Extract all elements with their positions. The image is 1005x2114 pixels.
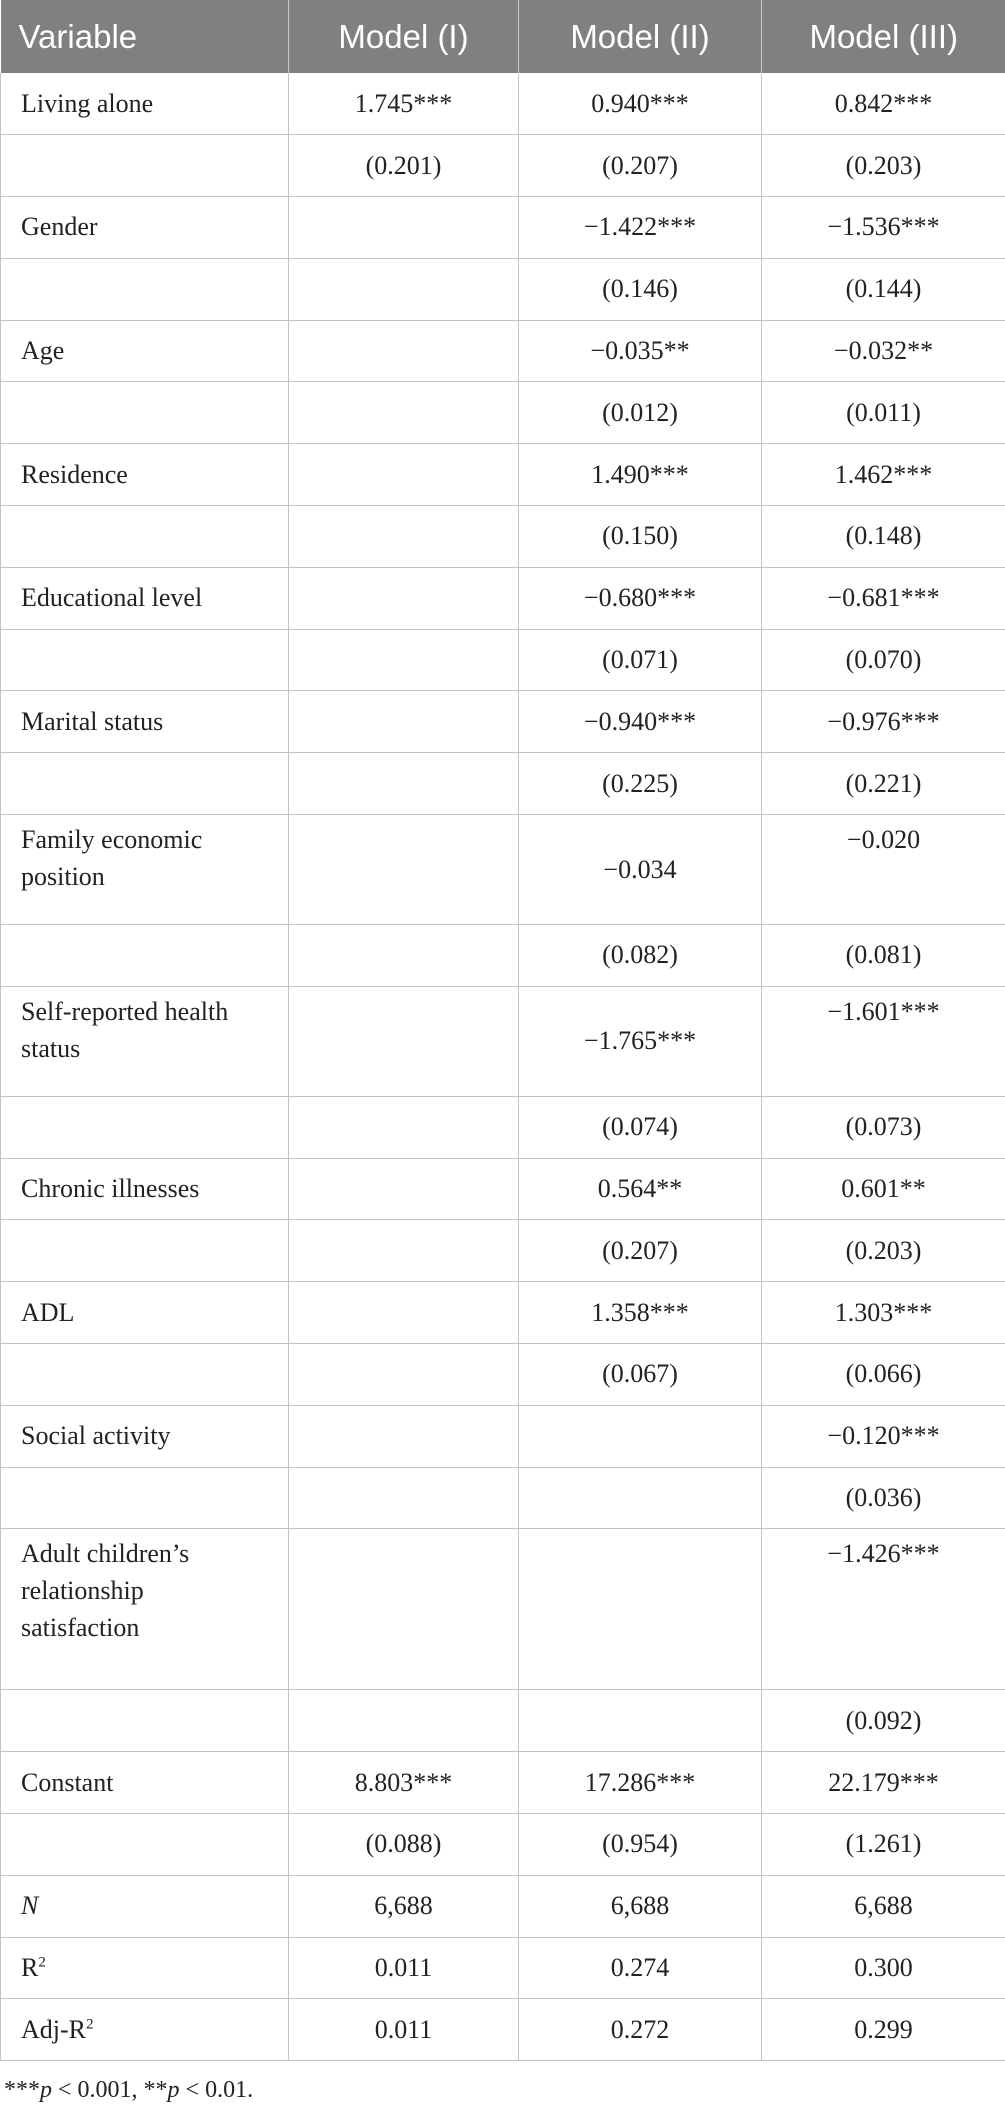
model-1-cell: 1.745***	[289, 73, 519, 135]
variable-cell	[1, 1096, 289, 1158]
table-row	[1, 691, 1005, 753]
variable-cell	[1, 135, 289, 197]
footnote-stars-2: **	[143, 2077, 168, 2104]
model-2-cell: (0.225)	[519, 753, 762, 815]
variable-label: Marital status	[21, 706, 164, 736]
table-row	[1, 135, 1005, 197]
model-2-cell: (0.082)	[519, 925, 762, 987]
variable-cell	[1, 73, 289, 135]
model-3-cell: (0.036)	[762, 1467, 1005, 1529]
header-row	[1, 0, 1005, 73]
model-1-cell	[289, 197, 519, 259]
variable-cell	[1, 753, 289, 815]
table-row	[1, 1467, 1005, 1529]
variable-label: Gender	[21, 212, 98, 242]
model-2-cell: 0.564**	[519, 1158, 762, 1220]
model-1-cell	[289, 1220, 519, 1282]
variable-cell	[1, 567, 289, 629]
variable-label: Adj-R	[21, 2014, 86, 2044]
table-row	[1, 1282, 1005, 1344]
model-3-cell: (0.081)	[762, 925, 1005, 987]
table-row	[1, 753, 1005, 815]
variable-cell	[1, 197, 289, 259]
variable-cell	[1, 1690, 289, 1752]
model-1-cell	[289, 691, 519, 753]
model-2-cell: (0.150)	[519, 506, 762, 568]
model-2-cell: −0.035**	[519, 320, 762, 382]
table-row	[1, 1999, 1005, 2061]
variable-cell	[1, 444, 289, 506]
model-3-cell: (0.011)	[762, 382, 1005, 444]
model-2-cell	[519, 1690, 762, 1752]
table-row	[1, 815, 1005, 925]
model-1-cell	[289, 567, 519, 629]
model-2-cell: (0.954)	[519, 1814, 762, 1876]
variable-superscript: 2	[38, 1954, 46, 1971]
variable-cell	[1, 1282, 289, 1344]
model-2-cell: 6,688	[519, 1875, 762, 1937]
table-row	[1, 1096, 1005, 1158]
model-3-cell: (0.066)	[762, 1344, 1005, 1406]
model-1-cell: (0.201)	[289, 135, 519, 197]
footnote-p-2: p	[167, 2077, 180, 2104]
model-1-cell	[289, 506, 519, 568]
model-1-cell	[289, 1096, 519, 1158]
table-row	[1, 73, 1005, 135]
table-row	[1, 1814, 1005, 1876]
model-2-cell: (0.071)	[519, 629, 762, 691]
variable-cell	[1, 1344, 289, 1406]
model-1-cell: 0.011	[289, 1999, 519, 2061]
footnote-p-1: p	[40, 2077, 52, 2104]
table-row	[1, 986, 1005, 1096]
table-row	[1, 382, 1005, 444]
model-2-cell: (0.207)	[519, 135, 762, 197]
variable-label: Self-reported health status	[21, 996, 229, 1063]
model-3-cell: 1.303***	[762, 1282, 1005, 1344]
table-row	[1, 320, 1005, 382]
table-row	[1, 1158, 1005, 1220]
table-row	[1, 506, 1005, 568]
variable-cell	[1, 1875, 289, 1937]
table-row	[1, 197, 1005, 259]
model-1-cell: 6,688	[289, 1875, 519, 1937]
variable-cell	[1, 1752, 289, 1814]
variable-cell	[1, 815, 289, 925]
table-row	[1, 1752, 1005, 1814]
table-row	[1, 1405, 1005, 1467]
model-1-cell: 0.011	[289, 1937, 519, 1999]
model-1-cell	[289, 1405, 519, 1467]
model-1-cell	[289, 1344, 519, 1406]
model-2-cell: 0.940***	[519, 73, 762, 135]
significance-footnote	[0, 2061, 1005, 2104]
model-2-cell: 1.358***	[519, 1282, 762, 1344]
footnote-threshold-2: < 0.01.	[179, 2077, 254, 2104]
model-2-cell	[519, 1405, 762, 1467]
model-2-cell: (0.207)	[519, 1220, 762, 1282]
model-3-cell: −0.120***	[762, 1405, 1005, 1467]
variable-cell	[1, 1814, 289, 1876]
variable-cell	[1, 629, 289, 691]
table-row	[1, 629, 1005, 691]
model-2-cell: −0.034	[519, 815, 762, 925]
model-3-cell: (0.221)	[762, 753, 1005, 815]
variable-cell	[1, 320, 289, 382]
model-1-cell	[289, 753, 519, 815]
model-2-cell: −1.422***	[519, 197, 762, 259]
model-1-cell	[289, 815, 519, 925]
footnote-threshold-1: < 0.001,	[52, 2077, 144, 2104]
model-1-cell	[289, 1690, 519, 1752]
variable-cell	[1, 1158, 289, 1220]
header-model-1: Model (I)	[289, 0, 519, 73]
table-header	[1, 0, 1005, 73]
variable-label: Adult children’s relationship satisfaction	[21, 1539, 190, 1643]
model-3-cell: (0.070)	[762, 629, 1005, 691]
table-row	[1, 567, 1005, 629]
table-row	[1, 1344, 1005, 1406]
model-1-cell	[289, 1529, 519, 1690]
variable-superscript: 2	[86, 2016, 94, 2033]
table-row	[1, 1529, 1005, 1690]
model-1-cell	[289, 925, 519, 987]
variable-cell	[1, 1937, 289, 1999]
model-1-cell: 8.803***	[289, 1752, 519, 1814]
model-3-cell: (1.261)	[762, 1814, 1005, 1876]
model-1-cell	[289, 629, 519, 691]
model-2-cell: −1.765***	[519, 986, 762, 1096]
model-2-cell	[519, 1529, 762, 1690]
model-1-cell	[289, 1282, 519, 1344]
model-1-cell: (0.088)	[289, 1814, 519, 1876]
model-1-cell	[289, 320, 519, 382]
model-3-cell: (0.092)	[762, 1690, 1005, 1752]
model-3-cell: 0.601**	[762, 1158, 1005, 1220]
table-row	[1, 925, 1005, 987]
model-3-cell: 0.842***	[762, 73, 1005, 135]
variable-cell	[1, 1529, 289, 1690]
variable-cell	[1, 506, 289, 568]
variable-label: Social activity	[21, 1421, 171, 1451]
header-variable: Variable	[1, 0, 289, 73]
model-3-cell: −0.020	[762, 815, 1005, 925]
variable-label: ADL	[21, 1297, 75, 1327]
variable-label: Family economic position	[21, 825, 203, 892]
model-2-cell	[519, 1467, 762, 1529]
table-row	[1, 444, 1005, 506]
model-2-cell: 17.286***	[519, 1752, 762, 1814]
model-1-cell	[289, 986, 519, 1096]
model-2-cell: (0.012)	[519, 382, 762, 444]
model-1-cell	[289, 444, 519, 506]
model-3-cell: 1.462***	[762, 444, 1005, 506]
model-3-cell: −1.426***	[762, 1529, 1005, 1690]
model-3-cell: (0.073)	[762, 1096, 1005, 1158]
variable-cell	[1, 1999, 289, 2061]
variable-label: N	[21, 1891, 39, 1921]
model-1-cell	[289, 382, 519, 444]
model-3-cell: 0.300	[762, 1937, 1005, 1999]
model-2-cell: (0.074)	[519, 1096, 762, 1158]
variable-cell	[1, 691, 289, 753]
variable-cell	[1, 1405, 289, 1467]
variable-cell	[1, 258, 289, 320]
variable-label: Educational level	[21, 583, 203, 613]
model-2-cell: −0.940***	[519, 691, 762, 753]
model-3-cell: (0.203)	[762, 135, 1005, 197]
model-2-cell: (0.146)	[519, 258, 762, 320]
model-3-cell: (0.144)	[762, 258, 1005, 320]
variable-label: Constant	[21, 1767, 114, 1797]
variable-label: R	[21, 1953, 39, 1983]
header-model-2: Model (II)	[519, 0, 762, 73]
table-row	[1, 1937, 1005, 1999]
model-2-cell: −0.680***	[519, 567, 762, 629]
model-1-cell	[289, 1467, 519, 1529]
model-3-cell: −0.681***	[762, 567, 1005, 629]
model-3-cell: −0.976***	[762, 691, 1005, 753]
variable-cell	[1, 986, 289, 1096]
model-2-cell: 1.490***	[519, 444, 762, 506]
model-2-cell: 0.274	[519, 1937, 762, 1999]
model-3-cell: 0.299	[762, 1999, 1005, 2061]
model-3-cell: −0.032**	[762, 320, 1005, 382]
variable-label: Age	[21, 336, 65, 366]
table-row	[1, 1690, 1005, 1752]
header-model-3: Model (III)	[762, 0, 1005, 73]
table-row	[1, 258, 1005, 320]
model-3-cell: 22.179***	[762, 1752, 1005, 1814]
model-2-cell: 0.272	[519, 1999, 762, 2061]
model-1-cell	[289, 258, 519, 320]
table-body	[1, 73, 1005, 2061]
model-3-cell: −1.536***	[762, 197, 1005, 259]
model-1-cell	[289, 1158, 519, 1220]
table-row	[1, 1875, 1005, 1937]
model-3-cell: (0.203)	[762, 1220, 1005, 1282]
variable-cell	[1, 925, 289, 987]
table-row	[1, 1220, 1005, 1282]
variable-cell	[1, 1467, 289, 1529]
footnote-stars-1: ***	[4, 2077, 40, 2104]
variable-cell	[1, 1220, 289, 1282]
model-2-cell: (0.067)	[519, 1344, 762, 1406]
variable-cell	[1, 382, 289, 444]
variable-label: Chronic illnesses	[21, 1174, 200, 1204]
model-3-cell: 6,688	[762, 1875, 1005, 1937]
variable-label: Residence	[21, 459, 128, 489]
model-3-cell: −1.601***	[762, 986, 1005, 1096]
variable-label: Living alone	[21, 88, 154, 118]
model-3-cell: (0.148)	[762, 506, 1005, 568]
